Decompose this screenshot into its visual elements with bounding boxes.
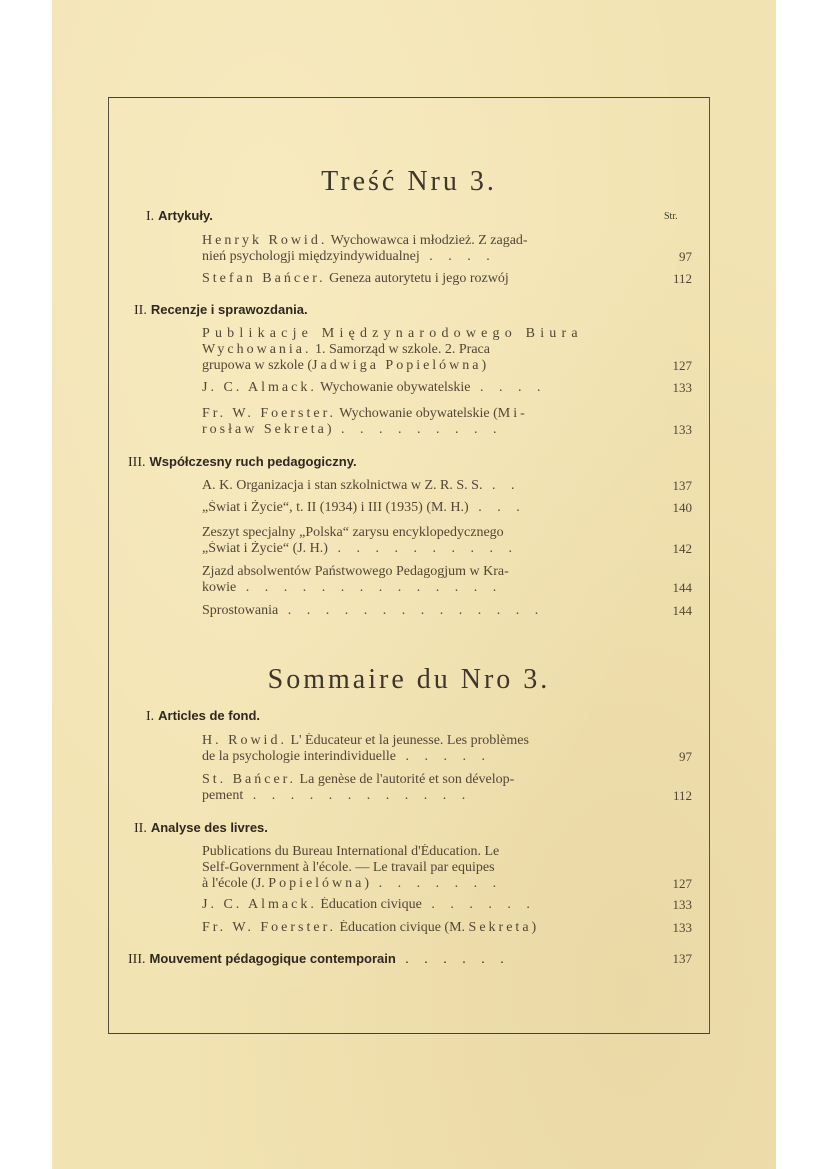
- entry-page-number: 142: [672, 541, 692, 556]
- leader-dots: . . .: [468, 500, 526, 515]
- entry-paren: ): [364, 876, 370, 891]
- entry-page-number: 137: [672, 951, 692, 966]
- entry-author: Fr. W. Foerster.: [202, 920, 336, 935]
- section-numeral: I.: [146, 209, 155, 224]
- section-analyse: [134, 820, 268, 837]
- toc-entry-fr-almack: [202, 897, 646, 913]
- entry-title: Zjazd absolwentów Państwowego Pedagogjum w Kra-: [202, 564, 509, 579]
- polish-title: Treść Nru 3.: [321, 166, 497, 197]
- entry-page-number: 140: [672, 500, 692, 515]
- toc-entry-rowid: [202, 233, 646, 265]
- toc-entry-fr-bancer: [202, 772, 646, 804]
- entry-page-number: 112: [672, 271, 692, 286]
- leader-dots: . . . . . .: [395, 952, 510, 967]
- french-title: Sommaire du Nro 3.: [267, 664, 551, 695]
- leader-dots: . . . . . . .: [369, 876, 503, 891]
- section-mouvement: [128, 951, 510, 968]
- entry-reviewer-cont: rosław Sekreta: [202, 422, 327, 437]
- toc-entry-almack: [202, 380, 646, 396]
- section-label: Współczesny ruch pedagogiczny.: [149, 454, 357, 469]
- entry-title: Éducation civique: [316, 897, 422, 912]
- leader-dots: . . . . . . . . . . . . . .: [236, 580, 503, 595]
- toc-entry-publikacje: [202, 326, 646, 374]
- section-label: Artykuły.: [158, 208, 213, 223]
- leader-dots: . . . .: [419, 249, 496, 264]
- section-label: Mouvement pédagogique contemporain: [149, 951, 396, 966]
- entry-reviewer: Sekreta: [468, 920, 532, 935]
- entry-page-number: 144: [672, 603, 692, 618]
- entry-page-number: 144: [672, 580, 692, 595]
- entry-author: St. Bańcer.: [202, 772, 297, 787]
- entry-paren: ): [481, 358, 487, 373]
- leader-dots: . . . . . . . . . .: [327, 541, 518, 556]
- leader-dots: . . . .: [470, 380, 547, 395]
- entry-author: Stefan Bańcer.: [202, 271, 326, 286]
- toc-entry-organizacja: [202, 478, 646, 494]
- leader-dots: . .: [482, 478, 521, 493]
- section-label: Recenzje i sprawozdania.: [150, 302, 308, 317]
- entry-author: J. C. Almack.: [202, 380, 317, 395]
- entry-reviewer: Popielówna: [268, 876, 365, 891]
- entry-title-cont: de la psychologie interindividuelle: [202, 749, 397, 764]
- entry-title: Wychowawca i młodzież. Z zagad-: [327, 233, 528, 248]
- entry-page-number: 127: [672, 358, 692, 373]
- entry-paren: ): [531, 920, 537, 935]
- leader-dots: . . . . . . . . . . . . . .: [278, 603, 545, 618]
- section-label: Articles de fond.: [158, 708, 261, 723]
- section-numeral: II.: [134, 303, 147, 318]
- section-numeral: III.: [128, 952, 146, 967]
- entry-title: A. K. Organizacja i stan szkolnictwa w Z. R. S. S.: [202, 478, 483, 493]
- toc-entry-zeszyt: [202, 525, 646, 557]
- leader-dots: . . . . .: [396, 749, 492, 764]
- leader-dots: . . . . . .: [421, 897, 536, 912]
- entry-title: Éducation civique (M.: [335, 920, 469, 935]
- entry-title: Geneza autorytetu i jego rozwój: [325, 271, 509, 286]
- entry-paren: ): [326, 422, 332, 437]
- section-artykuly: [146, 208, 213, 225]
- entry-page-number: 112: [672, 788, 692, 803]
- toc-entry-fr-foerster: [202, 920, 646, 936]
- entry-title-cont: „Świat i Życie“ (J. H.): [202, 541, 328, 556]
- section-wspolczesny: [128, 454, 357, 471]
- entry-page-number: 137: [672, 478, 692, 493]
- entry-title-cont: nień psychologji międzyindywidualnej: [202, 249, 420, 264]
- entry-title: Wychowanie obywatelskie: [316, 380, 471, 395]
- entry-page-number: 97: [679, 749, 692, 764]
- entry-title-cont: Self-Government à l'école. — Le travail par equipes: [202, 860, 495, 875]
- entry-author: J. C. Almack.: [202, 897, 317, 912]
- entry-title: „Świat i Życie“, t. II (1934) i III (1935) (M. H.): [202, 500, 469, 515]
- entry-title: Zeszyt specjalny „Polska“ zarysu encyklopedycznego: [202, 525, 504, 540]
- section-numeral: III.: [128, 455, 146, 470]
- section-numeral: I.: [146, 709, 155, 724]
- entry-author-cont: Wychowania.: [202, 342, 312, 357]
- entry-title: Sprostowania: [202, 603, 279, 618]
- section-recenzje: [134, 302, 308, 319]
- entry-author: Publikacje Międzynarodowego Biura: [202, 326, 583, 341]
- entry-page-number: 127: [672, 876, 692, 891]
- leader-dots: . . . . . . . . .: [331, 422, 503, 437]
- entry-title: La genèse de l'autorité et son dévelop-: [296, 772, 515, 787]
- entry-title-cont: kowie: [202, 580, 237, 595]
- page-column-label: Str.: [664, 211, 678, 222]
- toc-entry-bancer: [202, 271, 646, 287]
- section-numeral: II.: [134, 821, 147, 836]
- leader-dots: . . . . . . . . . . . .: [243, 788, 472, 803]
- entry-title-cont: pement: [202, 788, 244, 803]
- entry-reviewer: Mi-: [497, 406, 528, 421]
- entry-title: L' Éducateur et la jeunesse. Les problèmes: [286, 733, 529, 748]
- toc-entry-swiat: [202, 500, 646, 516]
- entry-title-cont: à l'école (J.: [202, 876, 269, 891]
- entry-page-number: 97: [679, 249, 692, 264]
- entry-title: Publications du Bureau International d'Éducation. Le: [202, 844, 500, 859]
- entry-author: Henryk Rowid.: [202, 233, 328, 248]
- toc-entry-foerster: [202, 406, 646, 438]
- entry-title-cont: grupowa w szkole (: [202, 358, 313, 373]
- entry-page-number: 133: [672, 897, 692, 912]
- toc-entry-fr-publications: [202, 844, 646, 892]
- section-articles: [146, 708, 260, 725]
- entry-title: 1. Samorząd w szkole. 2. Praca: [311, 342, 490, 357]
- entry-page-number: 133: [672, 422, 692, 437]
- entry-author: Fr. W. Foerster.: [202, 406, 336, 421]
- entry-author: H. Rowid.: [202, 733, 287, 748]
- entry-page-number: 133: [672, 380, 692, 395]
- toc-entry-zjazd: [202, 564, 646, 596]
- entry-reviewer: Jadwiga Popielówna: [312, 358, 482, 373]
- toc-entry-sprostowania: [202, 603, 646, 619]
- entry-page-number: 133: [672, 920, 692, 935]
- toc-entry-fr-rowid: [202, 733, 646, 765]
- entry-title: Wychowanie obywatelskie (: [335, 406, 498, 421]
- section-label: Analyse des livres.: [150, 820, 268, 835]
